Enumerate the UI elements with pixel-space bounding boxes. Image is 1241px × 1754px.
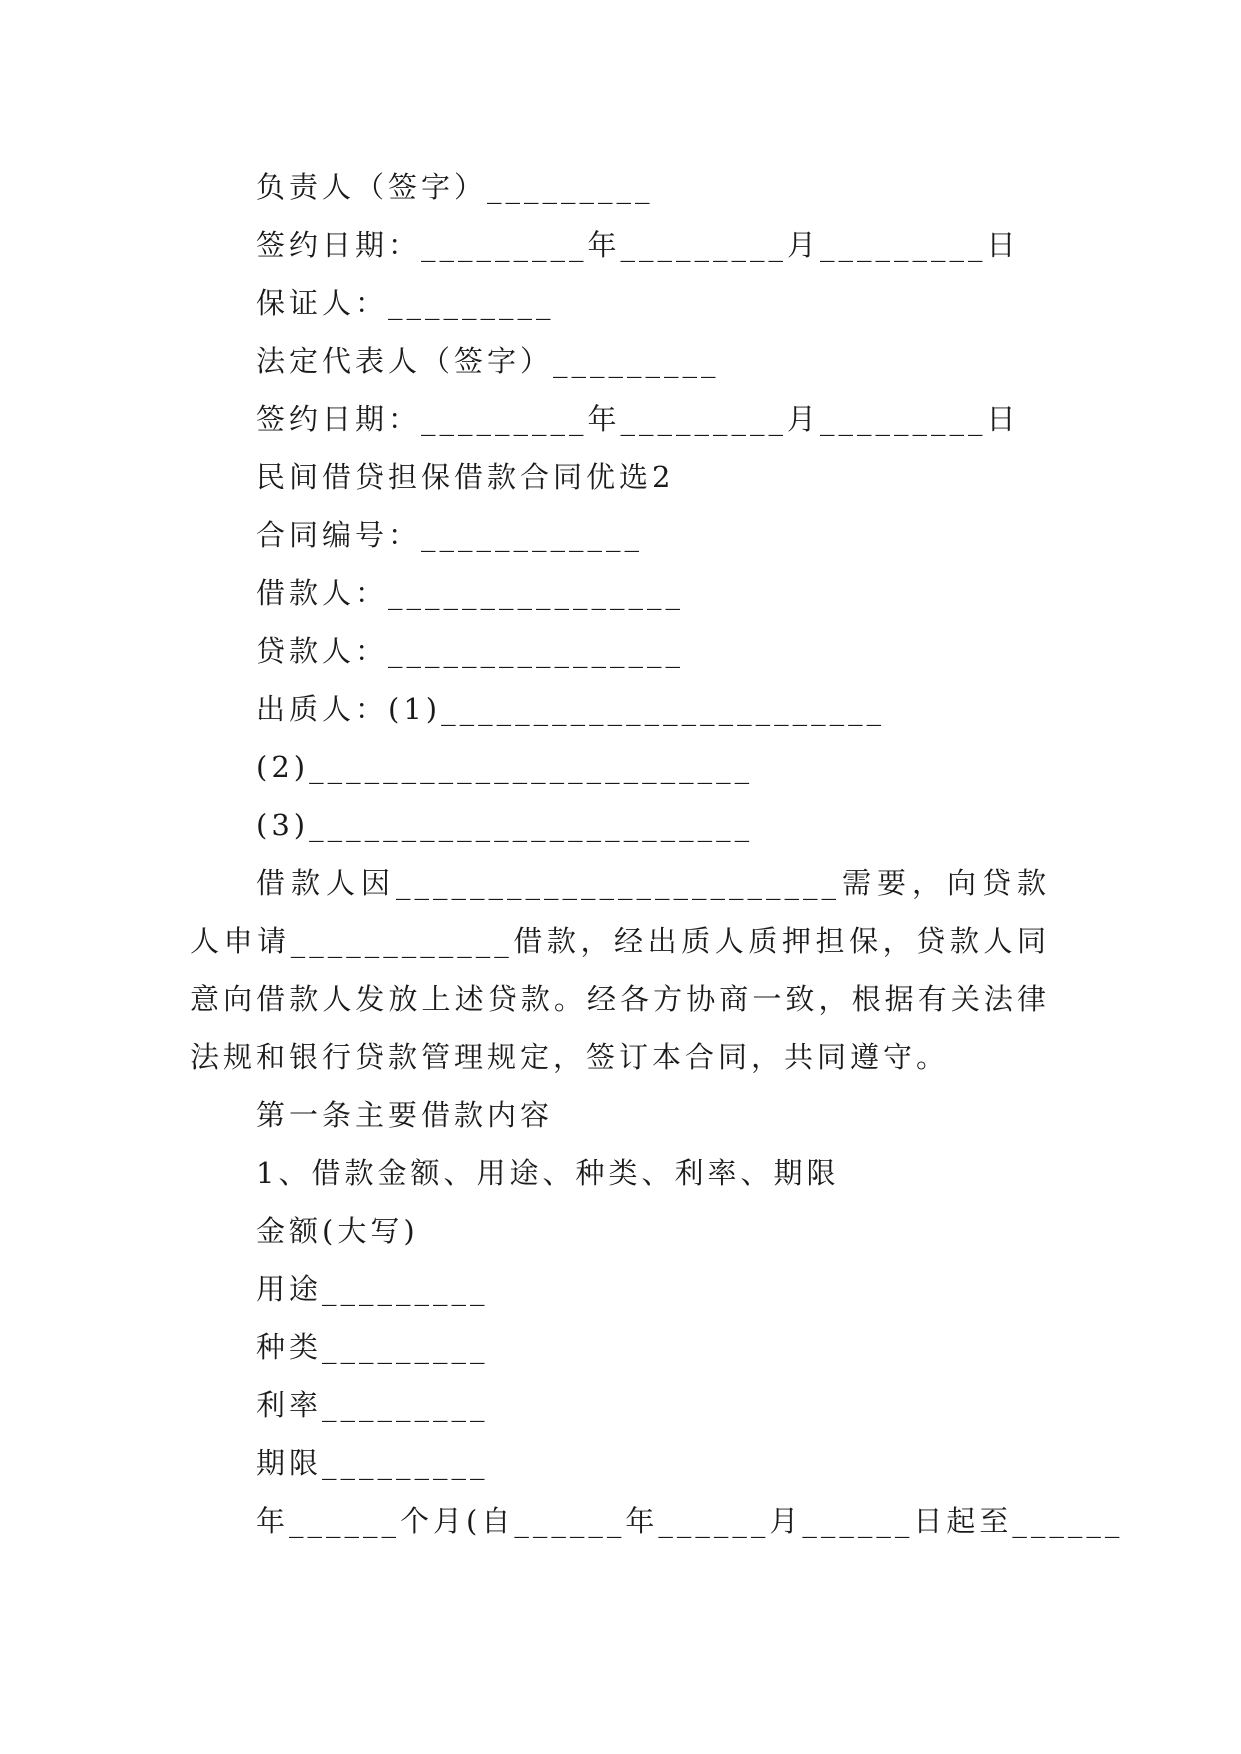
pledgor-line-3: (3)________________________ — [256, 808, 754, 842]
contract-number: 合同编号：____________ — [256, 518, 644, 552]
borrower-line: 借款人：________________ — [256, 576, 685, 610]
interest-rate-line: 利率_________ — [256, 1388, 489, 1422]
pledgor-line-2: (2)________________________ — [256, 750, 754, 784]
contract-preamble: 借款人因________________________需要，向贷款人申请____________借款，经出质人质押担保，贷款人同意向借款人发放上述贷款。经各方协商一致，根据有关法律法规和银行贷款管理规定，签订本合同，共同遵守。 — [190, 866, 1050, 1074]
term-period-line: 年______个月(自______年______月______日起至______ — [256, 1504, 1124, 1538]
article-one-heading: 第一条主要借款内容 — [256, 1098, 554, 1132]
contract-title: 民间借贷担保借款合同优选2 — [256, 460, 675, 494]
type-line: 种类_________ — [256, 1330, 489, 1364]
pledgor-line-1: 出质人：(1)________________________ — [256, 692, 886, 726]
lender-line: 贷款人：________________ — [256, 634, 685, 668]
signing-date-2: 签约日期：_________年_________月_________日 — [256, 402, 1020, 436]
document-body — [190, 158, 1124, 1550]
purpose-line: 用途_________ — [256, 1272, 489, 1306]
loan-items-heading: 1、借款金额、用途、种类、利率、期限 — [256, 1156, 840, 1190]
signing-date-1: 签约日期：_________年_________月_________日 — [256, 228, 1020, 262]
term-line: 期限_________ — [256, 1446, 489, 1480]
guarantor-line: 保证人：_________ — [256, 286, 555, 320]
legal-representative-signature: 法定代表人（签字）_________ — [256, 344, 720, 378]
amount-line: 金额(大写) — [256, 1214, 419, 1248]
signature-responsible-person: 负责人（签字）_________ — [256, 170, 654, 204]
